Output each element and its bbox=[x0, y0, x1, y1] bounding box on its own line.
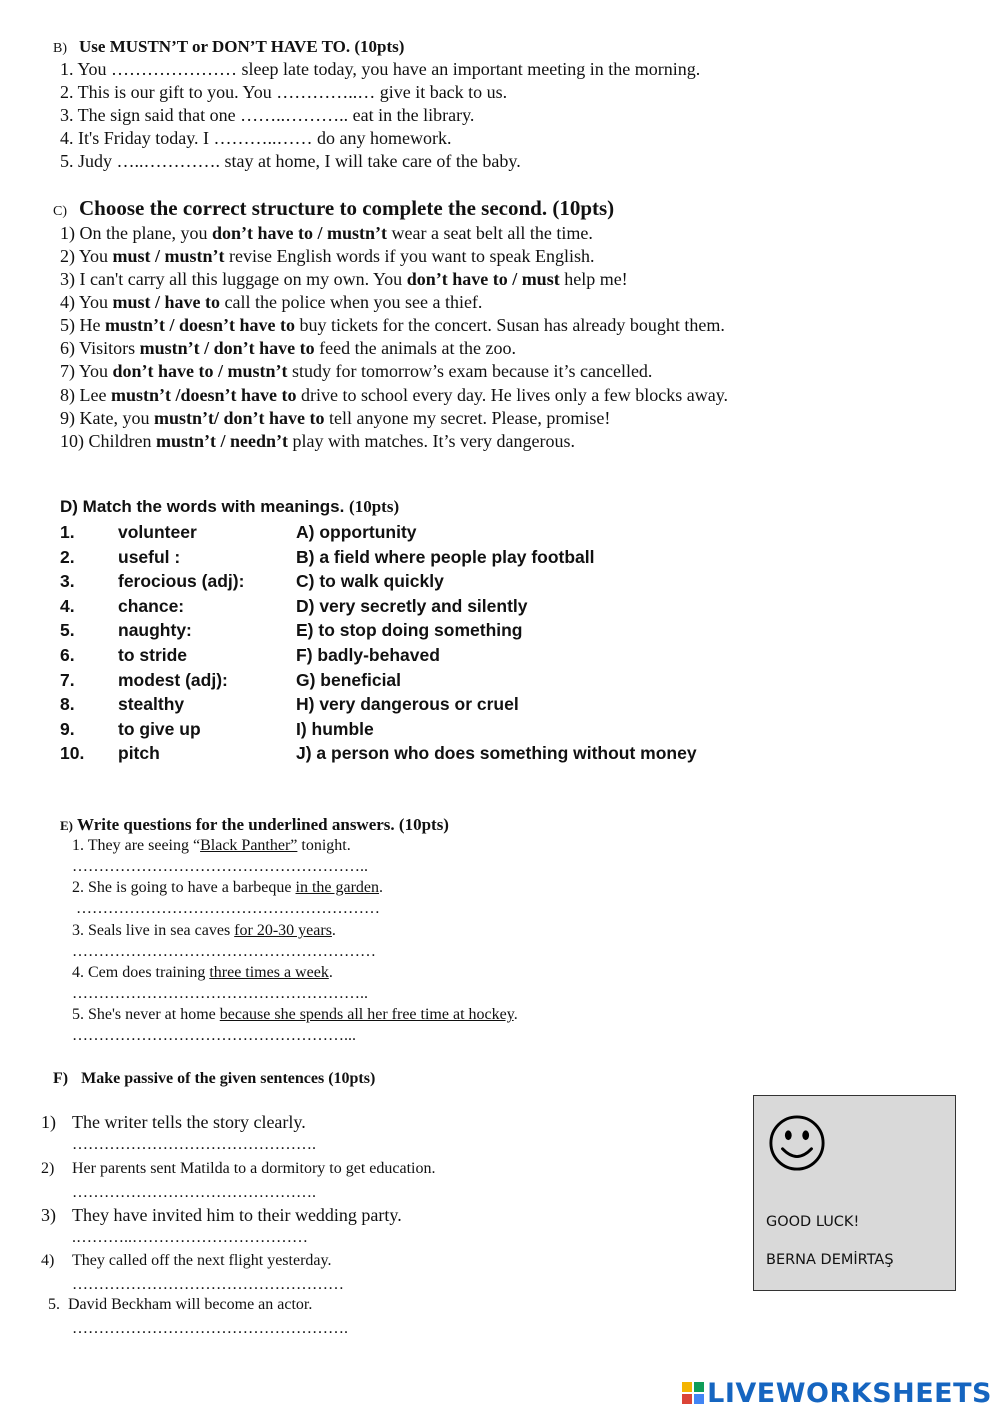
section-f-heading bbox=[53, 1070, 375, 1088]
section-f-letter: F) bbox=[53, 1070, 69, 1087]
section-e-item bbox=[72, 837, 351, 855]
section-e-answer-line: ………………………………………………… bbox=[72, 943, 376, 960]
section-c-item-text-end: tell anyone my secret. Please, promise! bbox=[324, 408, 611, 428]
match-meaning: I) humble bbox=[296, 718, 374, 739]
section-c-item-text: 9) Kate, you bbox=[60, 408, 154, 428]
section-c-item bbox=[60, 246, 595, 267]
section-c-item-choices: mustn’t /doesn’t have to bbox=[110, 385, 297, 405]
section-e-item-text: 4. Cem does training bbox=[72, 964, 210, 981]
section-b-item-1: 1. You ………………… sleep late today, you have an important meeting in the morning. bbox=[60, 59, 701, 79]
section-e-item bbox=[72, 879, 383, 897]
match-meaning: D) very secretly and silently bbox=[296, 595, 528, 616]
section-f-answer-line: ……………………………………………. bbox=[72, 1320, 348, 1337]
section-c-item bbox=[60, 385, 728, 406]
match-meaning: C) to walk quickly bbox=[296, 571, 444, 592]
section-c-item-choices: mustn’t / needn’t bbox=[156, 431, 289, 451]
section-e-underlined-answer: Black Panther” bbox=[200, 837, 298, 854]
section-c-item-text-end: drive to school every day. He lives only a few blocks away. bbox=[296, 385, 729, 405]
section-c-item-choices: must / mustn’t bbox=[112, 246, 225, 266]
section-f-item-text: The writer tells the story clearly. bbox=[72, 1112, 306, 1132]
section-e-answer-line: ……………………………………………... bbox=[72, 1027, 356, 1044]
section-e-answer-line: ………………………………………………… bbox=[76, 900, 380, 917]
section-c-item-choices: don’t have to / mustn’t bbox=[112, 361, 288, 381]
section-f-answer-line: ………………………………………. bbox=[72, 1136, 316, 1153]
match-meaning: B) a field where people play football bbox=[296, 546, 595, 567]
section-c-item-text-end: play with matches. It’s very dangerous. bbox=[288, 431, 575, 451]
section-d-title: D) Match the words with meanings. bbox=[60, 497, 345, 516]
section-c-item-choices: mustn’t / don’t have to bbox=[139, 338, 315, 358]
match-number: 2. bbox=[60, 546, 75, 567]
match-number: 6. bbox=[60, 645, 75, 665]
section-e-item-text: 1. They are seeing “ bbox=[72, 837, 201, 854]
liveworksheets-brand-text: LIVEWORKSHEETS bbox=[707, 1377, 992, 1409]
section-c-item-text: 2) You bbox=[60, 246, 113, 266]
section-f-item-number: 2) bbox=[41, 1160, 55, 1177]
section-c-item-text: 1) On the plane, you bbox=[60, 223, 212, 243]
section-c-item bbox=[60, 431, 575, 452]
section-b-item-4: 4. It's Friday today. I ………..…… do any homework. bbox=[60, 128, 452, 148]
section-c-item-text: 4) You bbox=[60, 292, 113, 312]
section-c-item bbox=[60, 315, 725, 336]
section-b-heading bbox=[53, 37, 404, 57]
section-c-item-text: 10) Children bbox=[60, 431, 156, 451]
match-meaning: A) opportunity bbox=[296, 522, 417, 542]
section-b-item-2: 2. This is our gift to you. You …………..… give it back to us. bbox=[60, 82, 508, 102]
section-c-title: Choose the correct structure to complete the second. (10pts) bbox=[79, 196, 615, 220]
section-c-item-text-end: feed the animals at the zoo. bbox=[314, 338, 517, 358]
section-c-heading bbox=[53, 196, 614, 221]
section-c-item-text: 8) Lee bbox=[60, 385, 111, 405]
section-c-item bbox=[60, 408, 610, 429]
section-b-title: Use MUSTN’T or DON’T HAVE TO. (10pts) bbox=[79, 37, 405, 56]
section-b-item-5: 5. Judy …..…………. stay at home, I will take care of the baby. bbox=[60, 151, 521, 171]
liveworksheets-logo-icon bbox=[682, 1382, 704, 1404]
section-f-item-number: 3) bbox=[41, 1205, 56, 1225]
section-e-item-text-end: tonight. bbox=[297, 837, 351, 854]
section-c-item-choices: must / have to bbox=[112, 292, 221, 312]
section-c-item-text-end: call the police when you see a thief. bbox=[220, 292, 483, 312]
section-e-underlined-answer: because she spends all her free time at hockey bbox=[219, 1006, 514, 1023]
match-word: pitch bbox=[118, 743, 160, 764]
section-c-item-text-end: revise English words if you want to speak English. bbox=[224, 246, 595, 266]
match-number: 4. bbox=[60, 595, 75, 616]
match-word: useful : bbox=[118, 546, 181, 567]
section-c-item-text-end: study for tomorrow’s exam because it’s cancelled. bbox=[287, 361, 653, 381]
section-e-underlined-answer: in the garden bbox=[295, 879, 380, 896]
section-c-item-text: 6) Visitors bbox=[60, 338, 140, 358]
author-name: BERNA DEMİRTAŞ bbox=[766, 1252, 894, 1268]
match-number: 1. bbox=[60, 522, 75, 542]
section-c-item bbox=[60, 292, 482, 313]
section-e-underlined-answer: three times a week bbox=[209, 964, 329, 981]
section-c-letter: C) bbox=[53, 204, 67, 219]
section-e-letter: E) bbox=[60, 818, 73, 833]
section-e-item-text-end: . bbox=[331, 922, 336, 939]
section-e-heading bbox=[60, 815, 449, 835]
section-e-underlined-answer: for 20-30 years bbox=[234, 922, 332, 939]
section-e-item bbox=[72, 1006, 518, 1024]
match-meaning: H) very dangerous or cruel bbox=[296, 694, 519, 715]
section-c-item-text-end: help me! bbox=[559, 269, 628, 289]
match-word: stealthy bbox=[118, 694, 185, 715]
section-e-item-text: 5. She's never at home bbox=[72, 1006, 220, 1023]
match-number: 10. bbox=[60, 743, 85, 764]
match-number: 7. bbox=[60, 669, 75, 690]
section-e-item-text: 2. She is going to have a barbeque bbox=[72, 879, 296, 896]
section-c-item bbox=[60, 338, 516, 359]
section-f-answer-line: ………………………………………. bbox=[72, 1184, 316, 1201]
match-word: volunteer bbox=[118, 522, 197, 542]
section-c-item-text: 7) You bbox=[60, 361, 113, 381]
section-c-item-choices: mustn’t / doesn’t have to bbox=[104, 315, 295, 335]
section-f-item-text: David Beckham will become an actor. bbox=[68, 1296, 313, 1313]
section-f-item-number: 4) bbox=[41, 1252, 55, 1269]
section-b-item-3: 3. The sign said that one ……..……….. eat in the library. bbox=[60, 105, 475, 125]
section-d-heading bbox=[60, 497, 399, 517]
section-c-item bbox=[60, 223, 593, 244]
section-f-item-text: They have invited him to their wedding party. bbox=[72, 1205, 402, 1225]
section-c-item-choices: don’t have to / must bbox=[406, 269, 560, 289]
section-e-item bbox=[72, 922, 336, 940]
section-c-item-choices: don’t have to / mustn’t bbox=[211, 223, 387, 243]
match-number: 9. bbox=[60, 718, 75, 739]
section-c-item-choices: mustn’t/ don’t have to bbox=[153, 408, 325, 428]
section-c-item bbox=[60, 269, 628, 290]
match-meaning: E) to stop doing something bbox=[296, 620, 523, 641]
section-f-item-number: 1) bbox=[41, 1112, 56, 1132]
section-c-item-text: 5) He bbox=[60, 315, 105, 335]
section-e-answer-line: ……………………………………………….. bbox=[72, 985, 368, 1002]
smiley-face-icon bbox=[768, 1114, 826, 1172]
good-luck-text: GOOD LUCK! bbox=[766, 1214, 860, 1230]
section-c-item-text-end: wear a seat belt all the time. bbox=[386, 223, 593, 243]
footer-brand bbox=[682, 1378, 992, 1408]
section-e-item-text: 3. Seals live in sea caves bbox=[72, 922, 235, 939]
section-e-item bbox=[72, 964, 333, 982]
match-meaning: G) beneficial bbox=[296, 669, 402, 690]
section-e-item-text-end: . bbox=[379, 879, 384, 896]
match-number: 3. bbox=[60, 571, 75, 592]
section-c-item-text: 3) I can't carry all this luggage on my own. You bbox=[60, 269, 407, 289]
section-f-answer-line: .………..…………………………… bbox=[72, 1229, 308, 1246]
match-meaning: F) badly-behaved bbox=[296, 645, 440, 665]
match-word: naughty: bbox=[118, 620, 192, 641]
section-c-item-text-end: buy tickets for the concert. Susan has already bought them. bbox=[295, 315, 725, 335]
match-word: to stride bbox=[118, 645, 188, 665]
match-word: ferocious (adj): bbox=[118, 571, 245, 592]
section-e-item-text-end: . bbox=[513, 1006, 518, 1023]
section-f-item-text: Her parents sent Matilda to a dormitory to get education. bbox=[72, 1160, 436, 1177]
match-number: 8. bbox=[60, 694, 75, 715]
section-e-title: Write questions for the underlined answers. (10pts) bbox=[77, 815, 449, 834]
match-meaning: J) a person who does something without money bbox=[296, 743, 697, 764]
section-e-item-text-end: . bbox=[328, 964, 333, 981]
section-f-title: Make passive of the given sentences (10pts) bbox=[81, 1070, 376, 1087]
good-luck-box bbox=[753, 1095, 956, 1291]
match-number: 5. bbox=[60, 620, 75, 641]
section-c-item bbox=[60, 361, 652, 382]
match-word: chance: bbox=[118, 595, 185, 616]
section-d-pts: (10pts) bbox=[349, 497, 400, 516]
section-b-letter: B) bbox=[53, 41, 67, 56]
section-f-item-text: They called off the next flight yesterday. bbox=[72, 1252, 332, 1269]
section-f-item-number: 5. bbox=[48, 1296, 60, 1313]
section-f-answer-line: …………………………………………… bbox=[72, 1276, 344, 1293]
match-word: modest (adj): bbox=[118, 669, 228, 690]
section-e-answer-line: ……………………………………………….. bbox=[72, 858, 368, 875]
match-word: to give up bbox=[118, 718, 201, 739]
